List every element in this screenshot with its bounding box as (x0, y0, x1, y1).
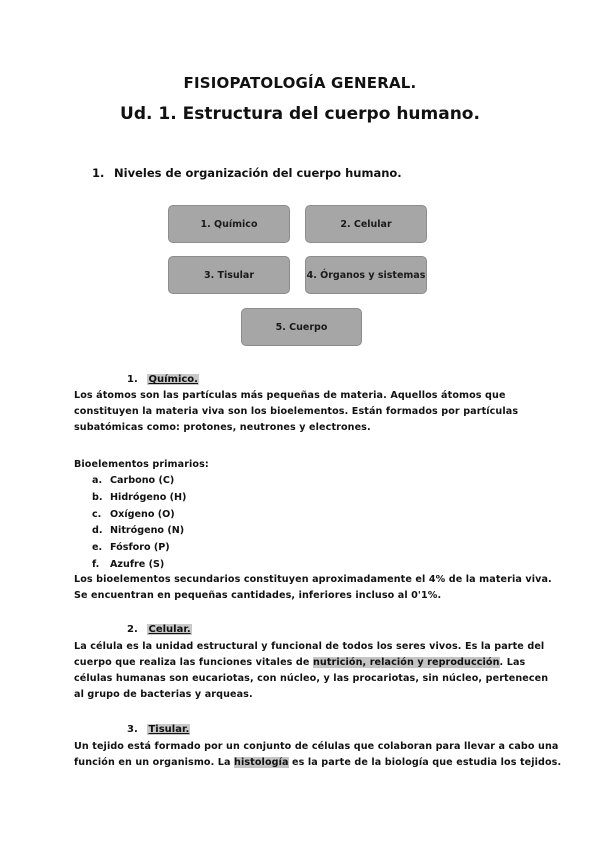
subheading-title: Tisular. (148, 724, 190, 735)
subheading-number: 1. (127, 374, 138, 385)
list-text: Carbono (C) (110, 475, 175, 486)
text-line: subatómicas como: protones, neutrones y electrones. (74, 422, 371, 433)
list-letter: f. (92, 558, 100, 570)
section-number: 1. (92, 166, 105, 180)
level-box-organos: 4. Órganos y sistemas (305, 256, 427, 294)
list-letter: d. (92, 525, 103, 537)
list-letter: c. (92, 508, 102, 520)
text-line: células humanas son eucariotas, con núcleo, y las procariotas, sin núcleo, pertenecen (74, 673, 549, 684)
list-letter: a. (92, 475, 103, 486)
section-heading (92, 166, 402, 180)
level-box-tisular: 3. Tisular (168, 256, 290, 294)
text-fragment: . Las (499, 657, 526, 668)
subheading-title: Celular. (148, 624, 191, 635)
list-text: Nitrógeno (N) (110, 525, 185, 537)
text-line: Se encuentran en pequeñas cantidades, inferiores incluso al 0'1%. (74, 590, 442, 601)
list-text: Azufre (S) (110, 558, 165, 570)
list-item (92, 507, 186, 524)
list-text: Oxígeno (O) (110, 508, 175, 520)
highlighted-text: histología (234, 757, 289, 768)
text-line: al grupo de bacterias y arqueas. (74, 689, 253, 700)
list-item (92, 473, 186, 490)
text-line: Los átomos son las partículas más pequeñas de materia. Aquellos átomos que (74, 390, 506, 401)
text-line: Los bioelementos secundarios constituyen aproximadamente el 4% de la materia viva. (74, 574, 552, 585)
subheading-quimico (127, 374, 199, 385)
paragraph-quimico (74, 388, 518, 436)
list-letter: e. (92, 542, 103, 554)
level-box-quimico: 1. Químico (168, 205, 290, 243)
subheading-tisular (127, 724, 190, 735)
list-item (92, 540, 186, 557)
paragraph-celular (74, 639, 548, 703)
subheading-number: 3. (127, 724, 138, 735)
subheading-number: 2. (127, 624, 138, 635)
text-line (74, 655, 548, 671)
level-box-cuerpo: 5. Cuerpo (241, 308, 362, 346)
unit-title: Ud. 1. Estructura del cuerpo humano. (120, 104, 480, 124)
paragraph-secundarios (74, 572, 552, 604)
section-title: Niveles de organización del cuerpo humano. (114, 166, 402, 180)
list-text: Hidrógeno (H) (110, 491, 187, 503)
bioelement-list (92, 473, 186, 574)
subheading-celular (127, 624, 192, 635)
text-line (74, 755, 561, 771)
paragraph-tisular (74, 739, 561, 771)
text-fragment: es la parte de la biología que estudia los tejidos. (288, 757, 562, 768)
subheading-title: Químico. (148, 374, 198, 385)
course-title: FISIOPATOLOGÍA GENERAL. (183, 74, 417, 92)
list-letter: b. (92, 491, 103, 503)
text-line: constituyen la materia viva son los bioelementos. Están formados por partículas (74, 406, 519, 417)
text-fragment: cuerpo que realiza las funciones vitales de (74, 657, 313, 668)
list-title: Bioelementos primarios: (74, 459, 209, 470)
text-fragment: función en un organismo. La (74, 757, 235, 768)
text-line: La célula es la unidad estructural y funcional de todos los seres vivos. Es la parte del (74, 641, 545, 652)
text-line: Un tejido está formado por un conjunto de células que colaboran para llevar a cabo una (74, 741, 559, 752)
list-item (92, 490, 186, 507)
highlighted-text: nutrición, relación y reproducción (312, 657, 500, 668)
list-item (92, 523, 186, 540)
level-box-celular: 2. Celular (305, 205, 427, 243)
list-text: Fósforo (P) (110, 542, 170, 554)
